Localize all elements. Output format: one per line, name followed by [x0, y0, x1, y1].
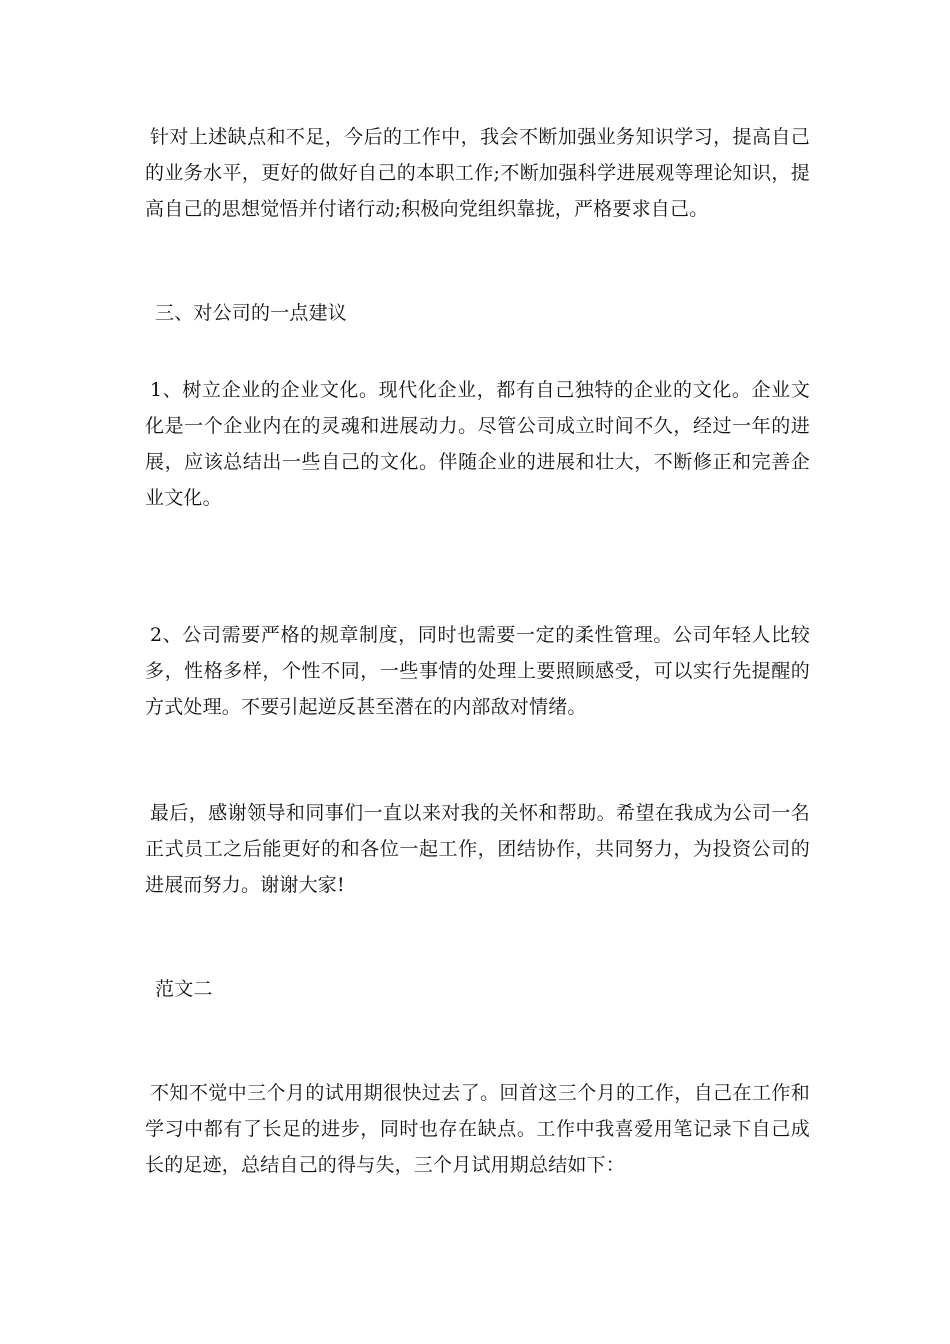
- paragraph-suggestion-1: 1、树立企业的企业文化。现代化企业，都有自己独特的企业的文化。企业文化是一个企业内在的灵魂和进展动力。尽管公司成立时间不久，经过一年的进展，应该总结出一些自己的文化。伴随企业的进展和壮大，不断修正和完善企业文化。: [145, 379, 810, 509]
- paragraph-suggestion-2: 2、公司需要严格的规章制度，同时也需要一定的柔性管理。公司年轻人比较多，性格多样，个性不同，一些事情的处理上要照顾感受，可以实行先提醒的方式处理。不要引起逆反甚至潜在的内部敌对情绪。: [145, 624, 810, 718]
- section-heading-sample-two: 范文二: [155, 978, 213, 1000]
- paragraph-sample-two-intro: 不知不觉中三个月的试用期很快过去了。回首这三个月的工作，自己在工作和学习中都有了长足的进步，同时也存在缺点。工作中我喜爱用笔记录下自己成长的足迹，总结自己的得与失，三个月试用期总结如下：: [145, 1082, 810, 1176]
- section-heading-suggestions: 三、对公司的一点建议: [155, 302, 348, 324]
- paragraph-closing-thanks: 最后，感谢领导和同事们一直以来对我的关怀和帮助。希望在我成为公司一名正式员工之后能更好的和各位一起工作，团结协作，共同努力，为投资公司的进展而努力。谢谢大家!: [145, 802, 810, 896]
- paragraph-improvement-plan: 针对上述缺点和不足，今后的工作中，我会不断加强业务知识学习，提高自己的业务水平，更好的做好自己的本职工作;不断加强科学进展观等理论知识，提高自己的思想觉悟并付诸行动;积极向党组织靠拢，严格要求自己。: [145, 126, 810, 220]
